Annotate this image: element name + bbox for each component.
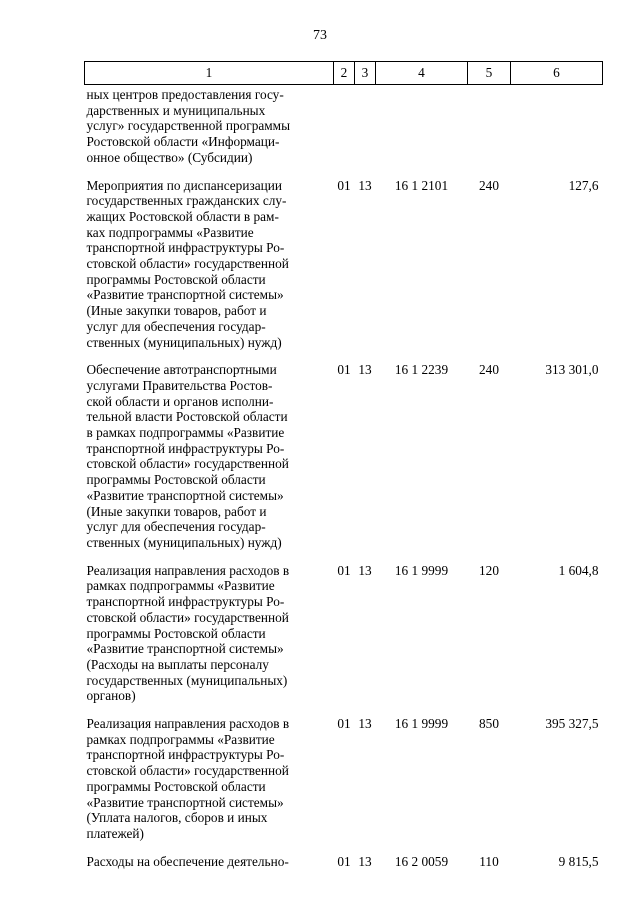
table-row	[85, 704, 603, 842]
expense-description	[85, 704, 334, 842]
description-line: транспортной инфраструктуры Ро-	[86, 240, 285, 256]
description-line: услуг для обеспечения государ-	[86, 519, 266, 535]
expense-type-code: 120	[479, 562, 499, 578]
table-row	[85, 350, 603, 550]
table-row	[85, 551, 603, 704]
description-line: ственных (муниципальных) нужд)	[86, 534, 282, 550]
description-line: транспортной инфраструктуры Ро-	[86, 747, 285, 763]
subsection-code: 13	[358, 716, 372, 732]
description-line: тельной власти Ростовской области	[86, 409, 288, 425]
expense-type-code	[468, 85, 511, 166]
table-row	[85, 85, 603, 166]
description-line: ственных (муниципальных) нужд)	[86, 334, 282, 350]
description-line: ках подпрограммы «Развитие	[86, 224, 254, 240]
description-line: рамках подпрограммы «Развитие	[86, 731, 275, 747]
target-article-code: 16 1 9999	[394, 562, 449, 578]
header-col-1: 1	[85, 62, 334, 85]
expense-type-code: 240	[479, 177, 499, 193]
header-col-5: 5	[468, 62, 511, 85]
subsection-code: 13	[358, 362, 372, 378]
description-line: программы Ростовской области	[86, 778, 266, 794]
description-line: услуг для обеспечения государ-	[86, 318, 266, 334]
description-line: платежей)	[86, 825, 144, 841]
description-line: (Расходы на выплаты персоналу	[86, 656, 269, 672]
target-article-code	[376, 85, 468, 166]
description-line: программы Ростовской области	[86, 271, 266, 287]
section-code: 01	[337, 853, 351, 869]
description-line: Обеспечение автотранспортными	[86, 362, 277, 378]
expense-description	[85, 350, 334, 550]
subsection-code: 13	[358, 562, 372, 578]
description-line: государственных (муниципальных)	[86, 672, 288, 688]
section-code	[334, 85, 355, 166]
section-code: 01	[337, 177, 351, 193]
description-line: рамках подпрограммы «Развитие	[86, 578, 275, 594]
description-line: транспортной инфраструктуры Ро-	[86, 440, 285, 456]
section-code: 01	[337, 362, 351, 378]
table-row	[85, 166, 603, 351]
description-line: услугами Правительства Ростов-	[86, 377, 273, 393]
description-line: стовской области» государственной	[86, 609, 289, 625]
target-article-code: 16 1 9999	[394, 716, 449, 732]
target-article-code: 16 2 0059	[394, 853, 449, 869]
header-col-3: 3	[355, 62, 376, 85]
description-line: Реализация направления расходов в	[86, 562, 290, 578]
description-line: услуг» государственной программы	[86, 118, 291, 134]
table-body	[85, 85, 603, 870]
description-line: «Развитие транспортной системы»	[86, 641, 284, 657]
description-line: Ростовской области «Информаци-	[86, 134, 280, 150]
description-line: программы Ростовской области	[86, 472, 266, 488]
description-line: ных центров предоставления госу-	[86, 87, 284, 102]
amount: 395 327,5	[545, 716, 599, 732]
description-line: в рамках подпрограммы «Развитие	[86, 425, 285, 441]
description-line: ской области и органов исполни-	[86, 393, 274, 409]
description-line: онное общество» (Субсидии)	[86, 149, 253, 165]
amount: 1 604,8	[558, 562, 599, 578]
header-row	[85, 62, 603, 85]
expense-type-code: 240	[479, 362, 499, 378]
target-article-code: 16 1 2101	[394, 177, 449, 193]
description-line: транспортной инфраструктуры Ро-	[86, 594, 285, 610]
amount	[511, 85, 603, 166]
section-code: 01	[337, 716, 351, 732]
page-number: 73	[313, 28, 327, 43]
description-line: «Развитие транспортной системы»	[86, 487, 284, 503]
target-article-code: 16 1 2239	[394, 362, 449, 378]
description-line: жащих Ростовской области в рам-	[86, 208, 279, 224]
description-line: стовской области» государственной	[86, 456, 289, 472]
amount: 9 815,5	[558, 853, 599, 869]
subsection-code: 13	[358, 177, 372, 193]
expense-description	[85, 551, 334, 704]
table-header	[85, 62, 603, 85]
subsection-code: 13	[358, 853, 372, 869]
description-line: (Иные закупки товаров, работ и	[86, 303, 267, 319]
header-col-2: 2	[334, 62, 355, 85]
description-line: программы Ростовской области	[86, 625, 266, 641]
amount: 313 301,0	[545, 362, 599, 378]
description-line: дарственных и муниципальных	[86, 102, 266, 118]
header-col-4: 4	[376, 62, 468, 85]
description-line: «Развитие транспортной системы»	[86, 794, 284, 810]
description-line: Расходы на обеспечение деятельно-	[86, 853, 289, 869]
subsection-code	[355, 85, 376, 166]
expense-type-code: 850	[479, 716, 499, 732]
description-line: (Уплата налогов, сборов и иных	[86, 810, 268, 826]
header-col-6: 6	[511, 62, 603, 85]
description-line: Мероприятия по диспансеризации	[86, 177, 282, 193]
description-line: «Развитие транспортной системы»	[86, 287, 284, 303]
description-line: Реализация направления расходов в	[86, 716, 290, 732]
expense-type-code: 110	[479, 853, 499, 869]
description-line: государственных гражданских слу-	[86, 193, 287, 209]
expense-description	[85, 166, 334, 351]
description-line: органов)	[86, 688, 136, 704]
expense-description	[85, 842, 334, 870]
amount: 127,6	[568, 177, 599, 193]
section-code: 01	[337, 562, 351, 578]
table-row	[85, 842, 603, 870]
expense-description	[85, 85, 334, 166]
description-line: стовской области» государственной	[86, 763, 289, 779]
description-line: (Иные закупки товаров, работ и	[86, 503, 267, 519]
budget-table	[84, 61, 603, 869]
description-line: стовской области» государственной	[86, 256, 289, 272]
